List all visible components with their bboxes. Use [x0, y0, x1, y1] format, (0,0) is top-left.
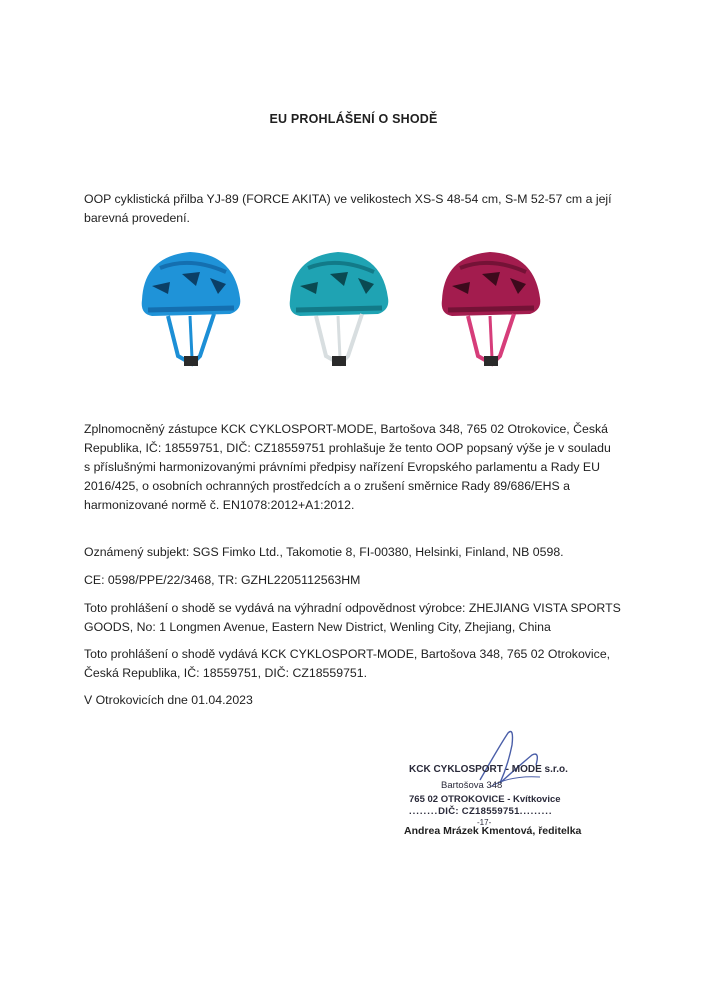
stamp-line-5: -17-	[477, 818, 492, 827]
place-and-date: V Otrokovicích dne 01.04.2023	[84, 693, 253, 707]
helmet-magenta-image	[430, 238, 550, 378]
intro-paragraph	[84, 190, 644, 228]
manufacturer-paragraph	[84, 599, 644, 637]
issuer-line-2: Česká Republika, IČ: 18559751, DIČ: CZ18559751.	[84, 666, 367, 680]
manufacturer-line-1: Toto prohlášení o shodě se vydává na výhradní odpovědnost výrobce: ZHEJIANG VISTA SPORTS	[84, 601, 621, 615]
helmet-images	[130, 238, 560, 378]
document-title: EU PROHLÁŠENÍ O SHODĚ	[269, 112, 438, 126]
helmet-teal-image	[278, 238, 398, 378]
intro-line-1: OOP cyklistická přilba YJ-89 (FORCE AKITA) ve velikostech XS-S 48-54 cm, S-M 52-57 cm a její	[84, 192, 612, 206]
helmet-blue-image	[130, 238, 250, 378]
representative-paragraph	[84, 420, 644, 515]
representative-line-5: harmonizované normě č. EN1078:2012+A1:2012.	[84, 498, 355, 512]
stamp-line-4: ........DIČ: CZ18559751.........	[409, 806, 553, 817]
stamp-line-2: Bartošova 348	[441, 780, 503, 791]
signer-name: Andrea Mrázek Kmentová, ředitelka	[404, 825, 582, 837]
stamp-line-1: KCK CYKLOSPORT - MODE s.r.o.	[409, 764, 568, 775]
representative-line-3: s příslušnými harmonizovanými právními předpisy nařízení Evropského parlamentu a Rady EU	[84, 460, 601, 474]
representative-line-1: Zplnomocněný zástupce KCK CYKLOSPORT-MODE, Bartošova 348, 765 02 Otrokovice, Česká	[84, 422, 608, 436]
issuer-line-1: Toto prohlášení o shodě vydává KCK CYKLOSPORT-MODE, Bartošova 348, 765 02 Otrokovice,	[84, 647, 611, 661]
certificate-numbers: CE: 0598/PPE/22/3468, TR: GZHL2205112563HM	[84, 573, 361, 587]
issuer-paragraph	[84, 645, 644, 683]
representative-line-4: 2016/425, o osobních ochranných prostředcích a o zrušení směrnice Rady 89/686/EHS a	[84, 479, 571, 493]
notified-body: Oznámený subjekt: SGS Fimko Ltd., Takomotie 8, FI-00380, Helsinki, Finland, NB 0598.	[84, 545, 564, 559]
manufacturer-line-2: GOODS, No: 1 Longmen Avenue, Eastern New District, Wenling City, Zhejiang, China	[84, 620, 551, 634]
stamp-line-3: 765 02 OTROKOVICE - Kvítkovice	[409, 794, 561, 805]
intro-line-2: barevná provedení.	[84, 211, 190, 225]
representative-line-2: Republika, IČ: 18559751, DIČ: CZ18559751 prohlašuje že tento OOP popsaný výše je v souladu	[84, 441, 611, 455]
